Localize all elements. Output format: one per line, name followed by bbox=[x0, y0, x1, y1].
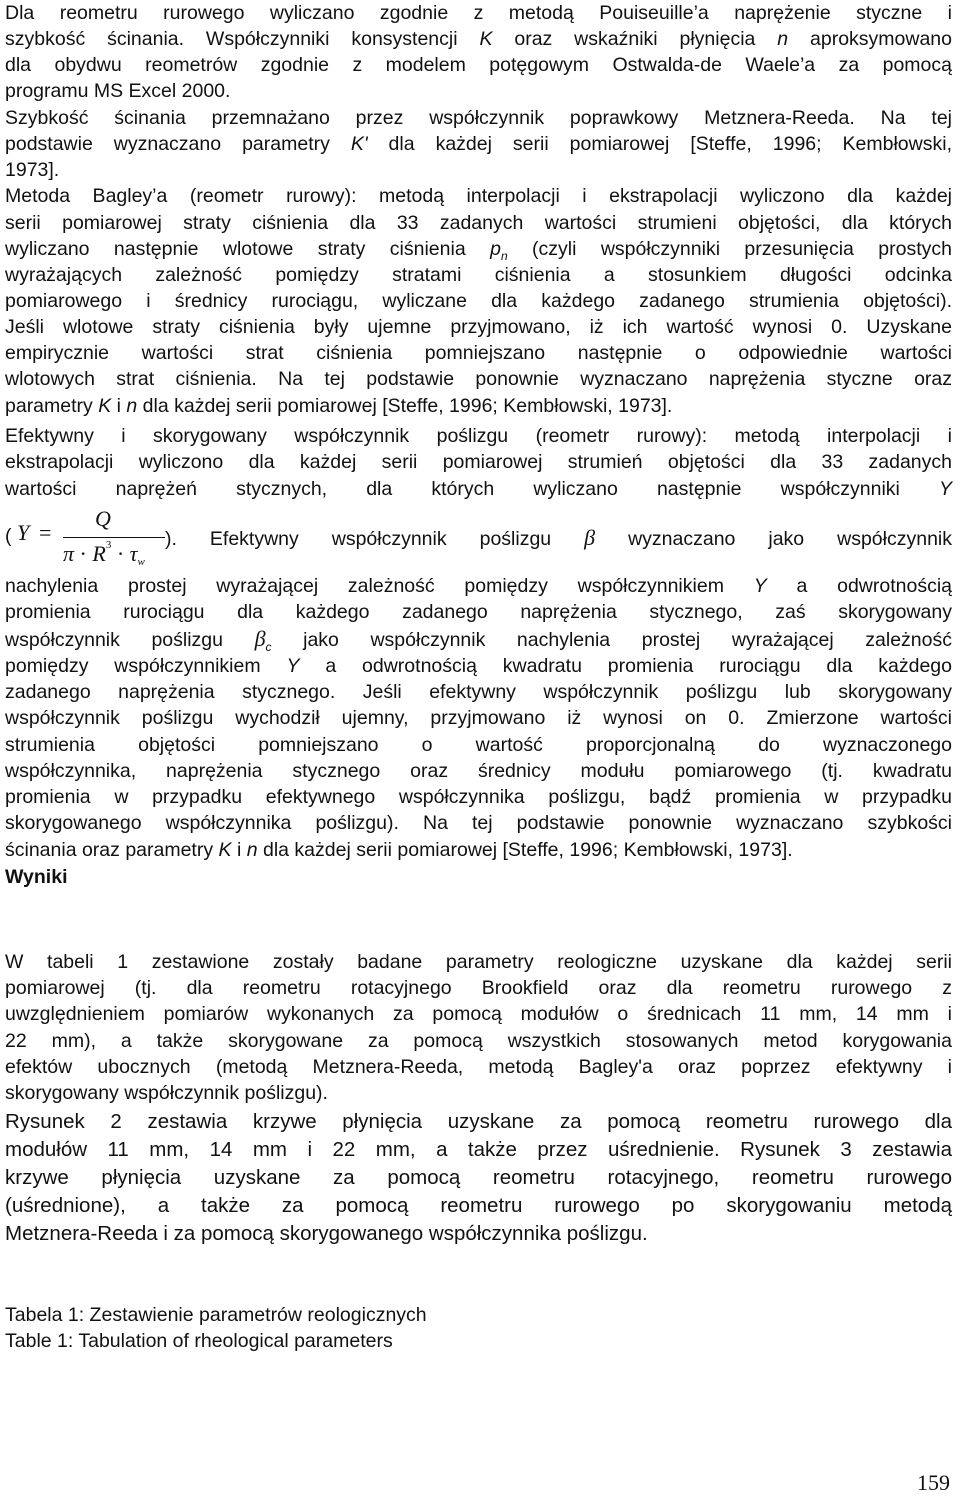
formula-line bbox=[5, 508, 952, 570]
p5-line-3: uwzględnieniem pomiarów wykonanych za pomocą modułów o średnicach 11 mm, 14 mm i bbox=[5, 1003, 952, 1025]
p3-line-6: Jeśli wlotowe straty ciśnienia były ujemne przyjmowano, iż ich wartość wynosi 0. Uzyskane bbox=[5, 316, 952, 338]
p4-line-8: pomiędzy współczynnikiem Y a odwrotnością kwadratu promienia rurociągu dla każdego bbox=[5, 655, 952, 677]
p4-line-11: strumienia objętości pomniejszano o wartość proporcjonalną do wyznaczonego bbox=[5, 734, 952, 756]
p1-line-4: programu MS Excel 2000. bbox=[5, 80, 231, 102]
p3-line-5: pomiarowego i średnicy rurociągu, wyliczane dla każdego zadanego strumienia objętości). bbox=[5, 290, 952, 312]
table-caption-en: Table 1: Tabulation of rheological parameters bbox=[5, 1330, 393, 1352]
p5-line-6: skorygowany współczynnik poślizgu). bbox=[5, 1082, 328, 1104]
p1-line-2: szybkość ścinania. Współczynniki konsystencji K oraz wskaźniki płynięcia n aproksymowano bbox=[5, 28, 952, 50]
p4-line-13: promienia w przypadku efektywnego współczynnika poślizgu, bądź promienia w przypadku bbox=[5, 786, 952, 808]
formula-lhs: Y bbox=[17, 520, 30, 545]
table-caption-pl: Tabela 1: Zestawienie parametrów reologicznych bbox=[5, 1304, 427, 1326]
p1-line-1: Dla reometru rurowego wyliczano zgodnie z metodą Pouiseuille’a naprężenie styczne i bbox=[5, 2, 952, 24]
p2-line-2: podstawie wyznaczano parametry K' dla każdej serii pomiarowej [Steffe, 1996; Kembłowski, bbox=[5, 133, 952, 155]
page-number: 159 bbox=[917, 1470, 950, 1495]
p6-line-2: modułów 11 mm, 14 mm i 22 mm, a także przez uśrednienie. Rysunek 3 zestawia bbox=[5, 1138, 952, 1161]
p4-line-15: ścinania oraz parametry K i n dla każdej serii pomiarowej [Steffe, 1996; Kembłowski, 1973]. bbox=[5, 839, 793, 861]
fraction-bar bbox=[63, 537, 165, 538]
p1-line-3: dla obydwu reometrów zgodnie z modelem potęgowym Ostwalda-de Waele’a za pomocą bbox=[5, 54, 952, 76]
p4-line-1: Efektywny i skorygowany współczynnik poślizgu (reometr rurowy): metodą interpolacji i bbox=[5, 425, 952, 447]
formula-equals: = bbox=[39, 520, 52, 545]
p4-line-3: wartości naprężeń stycznych, dla których wyliczano następnie współczynniki Y bbox=[5, 478, 952, 500]
p3-line-2: serii pomiarowej straty ciśnienia dla 33 zadanych wartości strumieni objętości, dla których bbox=[5, 212, 952, 234]
p4-line-6: promienia rurociągu dla każdego zadanego naprężenia stycznego, zaś skorygowany bbox=[5, 601, 952, 623]
p4-line-7: współczynnik poślizgu $\beta_c$ jako współczynnik nachylenia prostej wyrażającej zależność bbox=[5, 626, 952, 654]
p6-line-5: Metznera-Reeda i za pomocą skorygowanego współczynnika poślizgu. bbox=[5, 1222, 648, 1245]
p5-line-5: efektów ubocznych (metodą Metznera-Reeda, metodą Bagley'a oraz poprzez efektywny i bbox=[5, 1056, 952, 1078]
p4-line-14: skorygowanego współczynnika poślizgu). Na tej podstawie ponownie wyznaczano szybkości bbox=[5, 812, 952, 834]
p6-line-1: Rysunek 2 zestawia krzywe płynięcia uzyskane za pomocą reometru rurowego dla bbox=[5, 1110, 952, 1133]
slip-coefficient-formula bbox=[17, 508, 165, 570]
p3-line-4: wyrażających zależność pomiędzy stratami ciśnienia a stosunkiem długości odcinka bbox=[5, 264, 952, 286]
paren-open: ( bbox=[5, 525, 12, 547]
p4-line-2: ekstrapolacji wyliczono dla każdej serii pomiarowej strumień objętości dla 33 zadanych bbox=[5, 451, 952, 473]
p5-line-4: 22 mm), a także skorygowane za pomocą wszystkich stosowanych metod korygowania bbox=[5, 1030, 952, 1052]
p6-line-4: (uśrednione), a także za pomocą reometru rurowego po skorygowaniu metodą bbox=[5, 1194, 952, 1217]
p3-line-1: Metoda Bagley’a (reometr rurowy): metodą interpolacji i ekstrapolacji wyliczono dla każdej bbox=[5, 185, 952, 207]
p4-line-5: nachylenia prostej wyrażającej zależność pomiędzy współczynnikiem Y a odwrotnością bbox=[5, 575, 952, 597]
p3-line-3: wyliczano następnie wlotowe straty ciśnienia $p_n$ (czyli współczynniki przesunięcia prostych bbox=[5, 238, 952, 263]
p2-line-3: 1973]. bbox=[5, 159, 60, 181]
p5-line-1: W tabeli 1 zestawione zostały badane parametry reologiczne uzyskane dla każdej serii bbox=[5, 951, 952, 973]
p4-line-12: współczynnika, naprężenia stycznego oraz średnicy modułu pomiarowego (tj. kwadratu bbox=[5, 760, 952, 782]
p2-line-1: Szybkość ścinania przemnażano przez współczynnik poprawkowy Metznera-Reeda. Na tej bbox=[5, 107, 952, 129]
p6-line-3: krzywe płynięcia uzyskane za pomocą reometru rotacyjnego, reometru rurowego bbox=[5, 1166, 952, 1189]
p3-line-7: empirycznie wartości strat ciśnienia pomniejszano następnie o odpowiednie wartości bbox=[5, 342, 952, 364]
p3-line-8: wlotowych strat ciśnienia. Na tej podstawie ponownie wyznaczano naprężenia styczne oraz bbox=[5, 368, 952, 390]
formula-denominator: $\pi \cdot R^3 \cdot \tau_w$ bbox=[63, 539, 145, 568]
p3-line-9: parametry K i n dla każdej serii pomiarowej [Steffe, 1996; Kembłowski, 1973]. bbox=[5, 395, 673, 417]
section-heading-results: Wyniki bbox=[5, 866, 68, 888]
p4-line-9: zadanego naprężenia stycznego. Jeśli efektywny współczynnik poślizgu lub skorygowany bbox=[5, 681, 952, 703]
formula-numerator: Q bbox=[95, 506, 111, 531]
p5-line-2: pomiarowej (tj. dla reometru rotacyjnego Brookfield oraz dla reometru rurowego z bbox=[5, 977, 952, 999]
formula-trailing-text: ). Efektywny współczynnik poślizgu β wyznaczano jako współczynnik bbox=[165, 525, 952, 550]
p4-line-10: współczynnik poślizgu wychodził ujemny, przyjmowano iż wynosi on 0. Zmierzone wartości bbox=[5, 707, 952, 729]
